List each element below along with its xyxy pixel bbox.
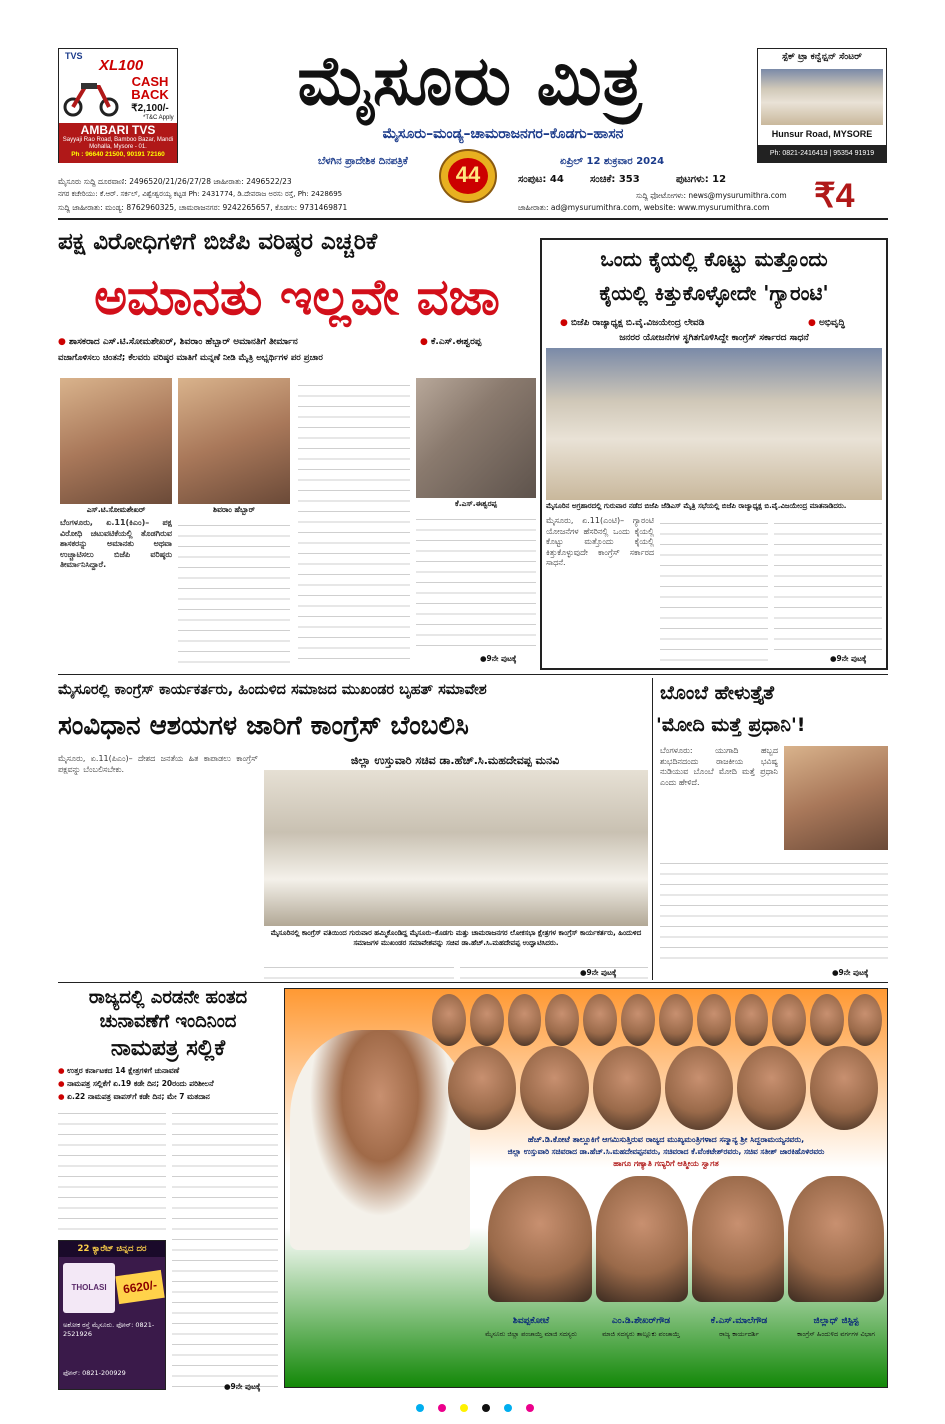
- person-1-name: ಶಿವಪ್ಪಕೋಟೆ: [512, 1316, 550, 1326]
- person-4-photo: [788, 1176, 884, 1302]
- ad-right-phone: Ph: 0821-2416419 | 95354 91919: [758, 145, 886, 162]
- guarantee-body-column-2: [660, 516, 768, 662]
- nomination-continued: ●9ನೇ ಪುಟಕ್ಕೆ: [224, 1382, 261, 1391]
- leader-face: [508, 994, 542, 1046]
- lead-subhead-3: ವಜಾಗೊಳಿಸಲು ಚಿಂತನೆ; ಕೆಲವರು ವರಿಷ್ಠರ ಮಾತಿಗೆ ಮನ್ನಣೆ ನೀಡಿ ಮೈತ್ರಿ ಅಭ್ಯರ್ಥಿಗಳ ಪರ ಪ್ರಚಾರ: [58, 353, 323, 363]
- ad-address: Sayyaji Rao Road, Bamboo Bazar, Mandi Mohalla, Mysore - 01.: [62, 137, 174, 150]
- person-4-name: ಜಿಲ್ಲಾಧ್ ಜಿಸ್ಟಿಸ್ಟ: [813, 1316, 859, 1326]
- modi-body-column-1: [660, 746, 778, 852]
- guarantee-subhead-3: ಜನರರ ಯೋಜನೆಗಳ ಸ್ಥಗಿತಗೊಳಿಸಿದ್ದೇ ಕಾಂಗ್ರೆಸ್ ಸರ್ಕಾರದ ಸಾಧನೆ: [619, 333, 809, 343]
- ad-right-title: ಸ್ಪೆಕ್ ಟ್ರಾ ಕನ್ವೆನ್ಷನ್ ಸೆಂಟರ್: [758, 49, 886, 65]
- section-rule-2: [58, 982, 888, 983]
- ad-brand: TVS: [65, 51, 83, 61]
- nomination-bullet-1: ● ಉತ್ತರ ಕರ್ನಾಟಕದ 14 ಕ್ಷೇತ್ರಗಳಿಗೆ ಚುನಾವಣೆ: [58, 1066, 278, 1076]
- minister-face: [810, 1046, 878, 1130]
- chief-minister-photo: [290, 1030, 470, 1250]
- guarantee-headline-1: ಒಂದು ಕೈಯಲ್ಲಿ ಕೊಟ್ಟು ಮತ್ತೊಂದು: [600, 247, 828, 271]
- emblem-number: 44: [455, 162, 481, 187]
- person-4-role: ಕಾಂಗ್ರೆಸ್ ಹಿಂದುಳಿದ ವರ್ಗಗಳ ವಿಭಾಗ: [797, 1330, 875, 1338]
- guarantee-continued: ●9ನೇ ಪುಟಕ್ಕೆ: [830, 654, 867, 663]
- nomination-kicker-2: ಚುನಾವಣೆಗೆ ಇಂದಿನಿಂದ: [99, 1011, 237, 1032]
- contact-line-1: ಮೈಸೂರು ಸುದ್ದಿ ದೂರವಾಣಿ: 2496520/21/26/27/28 ಜಾಹೀರಾತು: 2496522/23: [58, 177, 292, 186]
- person-2-photo: [596, 1176, 688, 1302]
- masthead-tagline: ಬೆಳಗಿನ ಪ್ರಾದೇಶಿಕ ದಿನಪತ್ರಿಕೆ: [318, 156, 408, 167]
- guarantee-headline-2: ಕೈಯಲ್ಲಿ ಕಿತ್ತುಕೊಳ್ಳೋದೇ 'ಗ್ಯಾರಂಟಿ': [599, 281, 829, 305]
- gold-rate-advertisement: [58, 1240, 166, 1390]
- gold-ad-phone: ಫೋನ್: 0821-200929: [63, 1369, 126, 1377]
- guarantee-photo: [546, 348, 882, 500]
- gold-ad-brand: THOLASI: [63, 1263, 115, 1313]
- person-3-name: ಕೆ.ಎಸ್.ಮಾಲೆಗೌಡ: [710, 1316, 768, 1326]
- eshwarappa-caption: ಕೆ.ಎಸ್.ಈಶ್ವರಪ್ಪ: [455, 499, 497, 508]
- congress-caption: ಮೈಸೂರಿನಲ್ಲಿ ಕಾಂಗ್ರೆಸ್ ವತಿಯಿಂದ ಗುರುವಾರ ಹಮ್ಮಿಕೊಂಡಿದ್ದ ಮೈಸೂರು–ಕೊಡಗು ಮತ್ತು ಚಾಮರಾಜನಗರ ಲೋಕಸಭಾ ಕ್ಷೇತ್ರಗಳ ಕಾಂಗ್ರೆಸ್ ಕಾರ್ಯಕರ್ತರು, ಹಿಂದುಳಿದ ಸಮಾಜಗಳ ಮುಖಂಡರ ಸಮಾವೇಶವನ್ನು ಸಚಿವ ಡಾ.ಹೆಚ್.ಸಿ.ಮಹದೇವಪ್ಪ ಉದ್ಘಾಟಿಸಿದರು.: [270, 929, 642, 947]
- lead-body-column-1: [60, 518, 172, 664]
- scooter-icon: [63, 73, 119, 117]
- registration-marks: [330, 1404, 620, 1414]
- leader-face: [583, 994, 617, 1046]
- masthead-volume: ಸಂಪುಟ: 44: [518, 174, 564, 185]
- person-3-role: ರಾಜ್ಯ ಕಾರ್ಯದರ್ಶಿ: [719, 1330, 759, 1338]
- ad-model: XL100: [99, 57, 144, 74]
- person-1-photo: [488, 1176, 592, 1302]
- nomination-headline: ನಾಮಪತ್ರ ಸಲ್ಲಿಕೆ: [110, 1036, 226, 1061]
- lead-subhead-1: ● ಶಾಸಕರಾದ ಎಸ್.ಟಿ.ಸೋಮಶೇಖರ್, ಶಿವರಾಂ ಹೆಬ್ಬಾರ್ ಅಮಾನತಿಗೆ ತೀರ್ಮಾನ: [58, 337, 418, 347]
- leader-face: [621, 994, 655, 1046]
- leader-face: [735, 994, 769, 1046]
- minister-face: [737, 1046, 805, 1130]
- minister-face: [448, 1046, 516, 1130]
- person-3-photo: [692, 1176, 784, 1302]
- person-2-name: ಎಂ.ಡಿ.ಶೇಖರ್‌ಗೌಡ: [611, 1316, 671, 1326]
- guarantee-caption: ಮೈಸೂರಿನ ಅಗ್ರಹಾರದಲ್ಲಿ ಗುರುವಾರ ನಡೆದ ಬಿಜೆಪಿ ಜೆಡಿಎಸ್ ಮೈತ್ರಿ ಸಭೆಯಲ್ಲಿ ಬಿಜೆಪಿ ರಾಜ್ಯಾಧ್ಯಕ್ಷ ಬಿ.ವೈ.ವಿಜಯೇಂದ್ರ ಮಾತನಾಡಿದರು.: [546, 502, 847, 510]
- ad-dealer: AMBARI TVS: [80, 123, 156, 137]
- lead-body-column-2: [178, 518, 290, 664]
- greeting-line-3: ಹಾಗೂ ಗಣ್ಯಾತಿ ಗಣ್ಯರಿಗೆ ಆತ್ಮೀಯ ಸ್ವಾಗತ: [613, 1159, 719, 1168]
- masthead-web: ಜಾಹೀರಾತು: ad@mysurumithra.com, website: www.mysurumithra.com: [518, 203, 770, 212]
- column-divider: [652, 678, 653, 980]
- leader-face: [659, 994, 693, 1046]
- leader-face: [470, 994, 504, 1046]
- congress-subhead: ಜಿಲ್ಲಾ ಉಸ್ತುವಾರಿ ಸಚಿವ ಡಾ.ಹೆಚ್.ಸಿ.ಮಹದೇವಪ್ಪ ಮನವಿ: [350, 754, 560, 767]
- nomination-bullet-2: ● ನಾಮಪತ್ರ ಸಲ್ಲಿಕೆಗೆ ಏ.19 ಕಡೇ ದಿನ; 20ರಂದು ಪರಿಶೀಲನೆ: [58, 1079, 278, 1089]
- minister-face: [520, 1046, 588, 1130]
- masthead-rule: [58, 218, 888, 220]
- lead-headline: ಅಮಾನತು ಇಲ್ಲವೇ ವಜಾ: [94, 268, 500, 326]
- modi-photo: [784, 746, 888, 850]
- person-2-role: ಮಾಜಿ ಸದಸ್ಯರು ತಾಲ್ಲೂಕು ಪಂಚಾಯ್ತಿ: [602, 1330, 680, 1338]
- nomination-bullet-3: ● ಏ.22 ನಾಮಪತ್ರ ವಾಪಸ್‌ಗೆ ಕಡೇ ದಿನ; ಮೇ 7 ಮತದಾನ: [58, 1092, 278, 1102]
- somashekar-caption: ಎಸ್.ಟಿ.ಸೋಮಶೇಖರ್: [86, 505, 146, 514]
- ad-tc: *T&C Apply: [143, 115, 174, 121]
- minister-row: [448, 1046, 878, 1130]
- modi-kicker: ಬೊಂಬೆ ಹೇಳುತ್ತೈತೆ: [660, 682, 775, 704]
- greeting-line-2: ಜಿಲ್ಲಾ ಉಸ್ತುವಾರಿ ಸಚಿವರಾದ ಡಾ.ಹೆಚ್.ಸಿ.ಮಹದೇವಪ್ಪನವರು, ಸಚಿವರಾದ ಕೆ.ವೆಂಕಟೇಶ್‌ರವರು, ಸಚಿವ ಸತೀಶ್ ಜಾರಕಿಹೊಳಿರವರು: [507, 1147, 825, 1156]
- nomination-body-column-2: [172, 1106, 278, 1388]
- congress-headline: ಸಂವಿಧಾನ ಆಶಯಗಳ ಜಾರಿಗೆ ಕಾಂಗ್ರೆಸ್ ಬೆಂಬಲಿಸಿ: [58, 711, 469, 741]
- person-1-role: ಮೈಸೂರು ಜಿಲ್ಲಾ ಪಂಚಾಯ್ತಿ ಮಾಜಿ ಸದಸ್ಯರು: [485, 1330, 577, 1338]
- masthead-issue: ಸಂಚಿಕೆ: 353: [590, 174, 640, 185]
- gold-ad-heading: 22 ಕ್ಯಾರೆಟ್ ಚಿನ್ನದ ದರ: [59, 1241, 165, 1257]
- hebbar-caption: ಶಿವರಾಂ ಹೆಬ್ಬಾರ್: [213, 505, 255, 514]
- guarantee-body-column-1: [546, 516, 654, 662]
- somashekar-photo: [60, 378, 172, 504]
- section-rule-1: [58, 674, 888, 675]
- leader-face: [810, 994, 844, 1046]
- lead-dateline: ಬೆಂಗಳೂರು, ಏ.11(ಕಿಎಂ)– ಪಕ್ಷ ವಿರೋಧಿ ಚಟುವಟಿಕೆಯಲ್ಲಿ ತೊಡಗಿರುವ ಶಾಸಕರನ್ನು ಅಮಾನತು ಅಥವಾ ಉಚ್ಚಾಟಿಸಲು ಬಿಜೆಪಿ ವರಿಷ್ಠರು ತೀರ್ಮಾನಿಸಿದ್ದಾರೆ.: [60, 518, 172, 569]
- hebbar-photo: [178, 378, 290, 504]
- lead-continued: ●9ನೇ ಪುಟಕ್ಕೆ: [480, 654, 517, 663]
- leader-face: [545, 994, 579, 1046]
- gold-ad-rate: 6620/-: [115, 1270, 164, 1304]
- congress-kicker: ಮೈಸೂರಲ್ಲಿ ಕಾಂಗ್ರೆಸ್ ಕಾರ್ಯಕರ್ತರು, ಹಿಂದುಳಿದ ಸಮಾಜದ ಮುಖಂಡರ ಬೃಹತ್ ಸಮಾವೇಶ: [58, 682, 487, 698]
- guarantee-subhead-1: ● ಬಿಜೆಪಿ ರಾಜ್ಯಾಧ್ಯಕ್ಷ ಬಿ.ವೈ.ವಿಜಯೇಂದ್ರ ಲೇವಡಿ: [560, 318, 704, 328]
- congress-body-column-3: [460, 960, 648, 980]
- modi-body-column-2: [660, 856, 888, 968]
- contact-line-3: ಸುದ್ದಿ ಜಾಹೀರಾತು: ಮಂಡ್ಯ: 8762960325, ಚಾಮರಾಜನಗರ: 9242265657, ಕೊಡಗು: 9731469871: [58, 203, 348, 212]
- modi-headline: 'ಮೋದಿ ಮತ್ತೆ ಪ್ರಧಾನಿ'!: [656, 714, 806, 736]
- ad-heading: CASH BACK: [131, 74, 169, 102]
- masthead-pages: ಪುಟಗಳು: 12: [676, 174, 727, 185]
- lead-kicker: ಪಕ್ಷ ವಿರೋಧಿಗಳಿಗೆ ಬಿಜೆಪಿ ವರಿಷ್ಠರ ಎಚ್ಚರಿಕೆ: [58, 229, 378, 255]
- eshwarappa-photo: [416, 378, 536, 498]
- convention-hall-image: [761, 69, 883, 125]
- left-advertisement: [58, 48, 178, 163]
- lead-subhead-2: ● ಕೆ.ಎಸ್.ಈಶ್ವರಪ್ಪ: [420, 337, 536, 347]
- congress-body-column-1: [58, 754, 258, 980]
- lead-body-column-4: [416, 512, 536, 652]
- congress-photo: [264, 770, 648, 926]
- right-advertisement: [757, 48, 887, 163]
- masthead-title: ಮೈಸೂರು ಮಿತ್ರ: [297, 42, 643, 121]
- congress-body-column-2: [264, 960, 454, 980]
- leader-face: [848, 994, 882, 1046]
- congress-continued: ●9ನೇ ಪುಟಕ್ಕೆ: [580, 968, 617, 977]
- masthead-email: ಸುದ್ದಿ ಫೋಟೋಗಳು: news@mysurumithra.com: [636, 191, 787, 200]
- ad-phone: Ph : 96640 21500, 90191 72160: [71, 151, 165, 158]
- leader-face: [432, 994, 466, 1046]
- minister-face: [593, 1046, 661, 1130]
- minister-face: [665, 1046, 733, 1130]
- gold-ad-address: ಅಶೋಕ ರಸ್ತೆ ಮೈಸೂರು. ಫೋನ್: 0821-2521926: [63, 1321, 155, 1338]
- price: ₹4: [814, 177, 855, 215]
- modi-dateline: ಬೆಂಗಳೂರು: ಯುಗಾದಿ ಹಬ್ಬದ ಶುಭದಿನದಂದು ರಾಜಕೀಯ ಭವಿಷ್ಯ ನುಡಿಯುವ ಬೊಂಬೆ ಮೋದಿ ಮತ್ತೆ ಪ್ರಧಾನಿ ಎಂದು ಹೇಳಿದೆ.: [660, 746, 778, 787]
- nomination-kicker-1: ರಾಜ್ಯದಲ್ಲಿ ಎರಡನೇ ಹಂತದ: [88, 987, 248, 1008]
- lead-body-column-3: [298, 378, 410, 664]
- ad-amount: ₹2,100/-: [131, 103, 169, 114]
- modi-continued: ●9ನೇ ಪುಟಕ್ಕೆ: [832, 968, 869, 977]
- leaders-strip: [430, 992, 884, 1048]
- ad-right-location: Hunsur Road, MYSORE: [771, 129, 873, 139]
- congress-dateline: ಮೈಸೂರು, ಏ.11(ಪಿಎಂ)– ದೇಶದ ಜನತೆಯ ಹಿತ ಕಾಪಾಡಲು ಕಾಂಗ್ರೆಸ್ ಪಕ್ಷವನ್ನು ಬೆಂಬಲಿಸಬೇಕು.: [58, 754, 258, 774]
- greeting-line-1: ಹೆಚ್.ಡಿ.ಕೋಟೆ ತಾಲ್ಲೂಕಿಗೆ ಆಗಮಿಸುತ್ತಿರುವ ರಾಜ್ಯದ ಮುಖ್ಯಮಂತ್ರಿಗಳಾದ ಸನ್ಮಾನ್ಯ ಶ್ರೀ ಸಿದ್ದರಾಮಯ್ಯನವರು,: [527, 1135, 805, 1144]
- guarantee-subhead-2: ● ಅಭಿವೃದ್ಧಿ: [808, 318, 845, 328]
- leader-face: [772, 994, 806, 1046]
- masthead-regions: ಮೈಸೂರು–ಮಂಡ್ಯ–ಚಾಮರಾಜನಗರ–ಕೊಡಗು–ಹಾಸನ: [382, 126, 624, 142]
- contact-line-2: ನಗರ ಕಚೇರಿಯು: ಕೆ.ಆರ್. ಸರ್ಕಲ್, ವಿಶ್ವೇಶ್ವರಯ್ಯ ಕಟ್ಟಡ Ph: 2431774, ಡಿ.ದೇವರಾಜ ಅರಸು ರಸ್ತೆ, Ph: 2428695: [58, 190, 343, 198]
- masthead-date: ಏಪ್ರಿಲ್ 12 ಶುಕ್ರವಾರ 2024: [560, 156, 665, 167]
- leader-face: [697, 994, 731, 1046]
- nomination-body-column-1: [58, 1106, 166, 1236]
- guarantee-body-column-3: [774, 516, 882, 650]
- guarantee-dateline: ಮೈಸೂರು, ಏ.11(ಎಂಟಿ)– ಗ್ಯಾರಂಟಿ ಯೋಜನೆಗಳ ಹೆಸರಿನಲ್ಲಿ ಒಂದು ಕೈಯಲ್ಲಿ ಕೊಟ್ಟು ಮತ್ತೊಂದು ಕೈಯಲ್ಲಿ ಕಿತ್ತುಕೊಳ್ಳುವುದೇ ಕಾಂಗ್ರೆಸ್ ಸರ್ಕಾರದ ಸಾಧನೆ.: [546, 516, 654, 567]
